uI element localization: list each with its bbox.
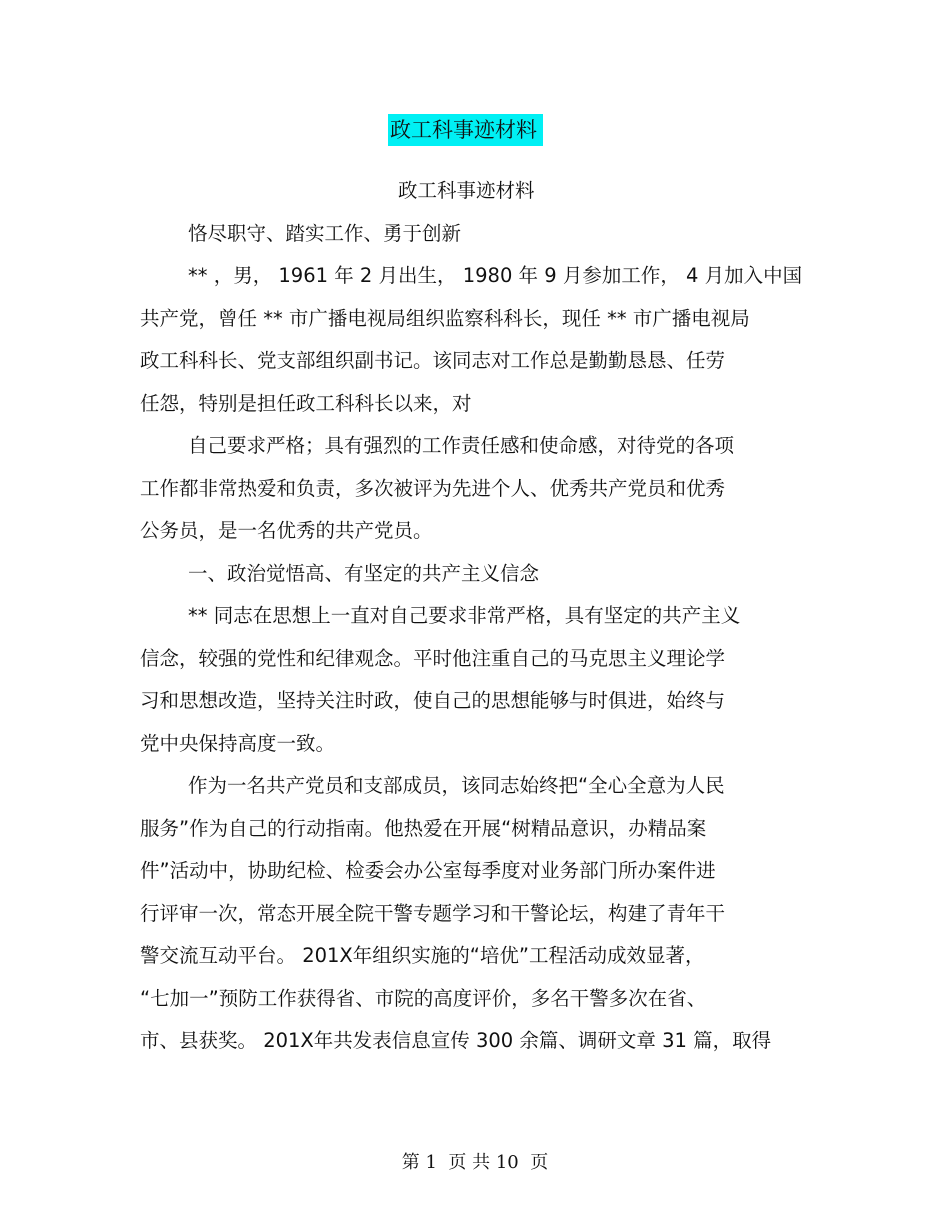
body-line: 工作都非常热爱和负责，多次被评为先进个人、优秀共产党员和优秀 [140,477,726,500]
document-subtitle: 政工科事迹材料 [398,179,535,202]
body-line: 共产党，曾任 ** 市广播电视局组织监察科科长，现任 ** 市广播电视局 [140,307,750,330]
body-line: 信念，较强的党性和纪律观念。平时他注重自己的马克思主义理论学 [140,647,726,670]
body-line: 服务”作为自己的行动指南。他热爱在开展“树精品意识，办精品案 [140,817,707,840]
body-line: 作为一名共产党员和支部成员，该同志始终把“全心全意为人民 [188,774,725,797]
body-line: “七加一”预防工作获得省、市院的高度评价，多名干警多次在省、 [140,987,707,1010]
body-line: ** ，男， 1961 年 2 月出生， 1980 年 9 月参加工作， 4 月加入中国 [188,264,803,287]
body-line: 政工科科长、党支部组织副书记。该同志对工作总是勤勤恳恳、任劳 [140,349,726,372]
body-line: 市、县获奖。 201X年共发表信息宣传 300 余篇、调研文章 31 篇，取得 [140,1029,772,1052]
body-line: 任怨，特别是担任政工科科长以来，对 [140,392,472,415]
body-line: ** 同志在思想上一直对自己要求非常严格，具有坚定的共产主义 [188,604,741,627]
body-line: 自己要求严格；具有强烈的工作责任感和使命感，对待党的各项 [188,434,735,457]
page-number-footer: 第 1 页 共 10 页 [401,1152,549,1173]
body-line: 件”活动中，协助纪检、检委会办公室每季度对业务部门所办案件进 [140,859,716,882]
body-line: 行评审一次，常态开展全院干警专题学习和干警论坛，构建了青年干 [140,902,726,925]
body-line: 党中央保持高度一致。 [140,732,336,755]
body-line: 习和思想改造，坚持关注时政，使自己的思想能够与时俱进，始终与 [140,689,726,712]
section-heading: 一、政治觉悟高、有坚定的共产主义信念 [188,562,540,585]
body-line: 公务员，是一名优秀的共产党员。 [140,519,433,542]
body-line: 警交流互动平台。 201X年组织实施的“培优”工程活动成效显著， [140,944,705,967]
document-title: 政工科事迹材料 [388,114,543,146]
body-line: 恪尽职守、踏实工作、勇于创新 [188,222,462,245]
